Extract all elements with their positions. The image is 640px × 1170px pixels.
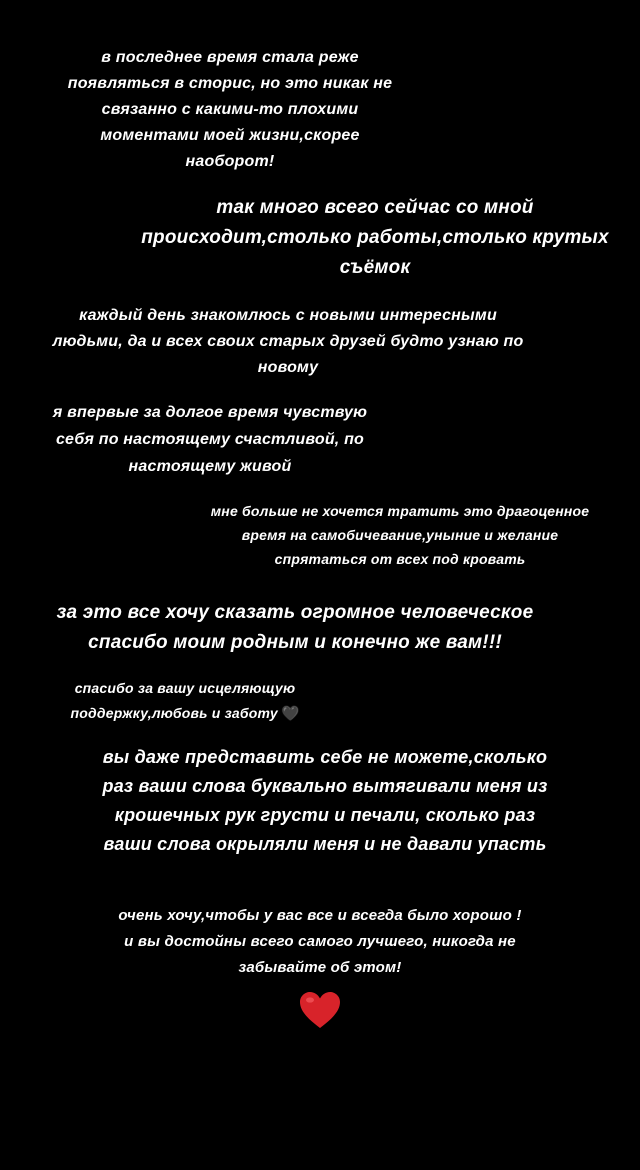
- text-line: за это все хочу сказать огромное человеческое: [56, 602, 534, 623]
- text-line: людьми, да и всех своих старых друзей будто узнаю по: [52, 333, 524, 350]
- text-line: вы даже представить себе не можете,сколько: [102, 747, 548, 767]
- text-line: крошечных рук грусти и печали, сколько раз: [114, 805, 536, 825]
- text-line: спасибо за вашу исцеляющую: [74, 680, 296, 696]
- text-line: в последнее время стала реже: [101, 49, 359, 66]
- text-block-8: [60, 743, 590, 859]
- text-line: съёмок: [339, 257, 411, 278]
- text-block-2: [110, 193, 640, 283]
- text-block-5: [165, 499, 635, 571]
- black-heart-icon: 🖤: [281, 705, 300, 721]
- text-block-1: [20, 45, 440, 175]
- text-line: мне больше не хочется тратить это драгоценное: [210, 503, 590, 519]
- text-line: связанно с какими-то плохими: [101, 101, 359, 118]
- text-line: время на самобичевание,уныние и желание: [241, 527, 559, 543]
- text-line: спрятаться от всех под кровать: [274, 551, 526, 567]
- text-line: каждый день знакомлюсь с новыми интересными: [79, 307, 497, 324]
- text-line: себя по настоящему счастливой, по: [55, 431, 365, 448]
- text-block-4: [10, 399, 410, 480]
- text-block-7: [20, 676, 350, 726]
- text-line: появляться в сторис, но это никак не: [67, 75, 393, 92]
- text-line: забывайте об этом!: [238, 959, 402, 976]
- text-line: наоборот!: [185, 153, 275, 170]
- text-line: новому: [257, 359, 319, 376]
- text-line: происходит,столько работы,столько крутых: [141, 227, 609, 248]
- text-line: моментами моей жизни,скорее: [100, 127, 360, 144]
- text-line: раз ваши слова буквально вытягивали меня из: [102, 776, 548, 796]
- text-line: очень хочу,чтобы у вас все и всегда было хорошо !: [118, 907, 522, 924]
- text-block-3: [8, 303, 568, 381]
- red-heart-icon: [298, 990, 342, 1030]
- text-line: ваши слова окрыляли меня и не давали упасть: [103, 834, 547, 854]
- text-line: так много всего сейчас со мной: [216, 197, 534, 218]
- text-block-6: [20, 598, 570, 658]
- text-line: и вы достойны всего самого лучшего, никогда не: [124, 933, 516, 950]
- text-line: поддержку,любовь и заботу: [70, 705, 278, 721]
- text-line: я впервые за долгое время чувствую: [52, 404, 368, 421]
- text-line: настоящему живой: [128, 458, 292, 475]
- text-block-9: [50, 903, 590, 981]
- text-line: спасибо моим родным и конечно же вам!!!: [88, 632, 502, 653]
- text-line-with-emoji: [20, 701, 350, 726]
